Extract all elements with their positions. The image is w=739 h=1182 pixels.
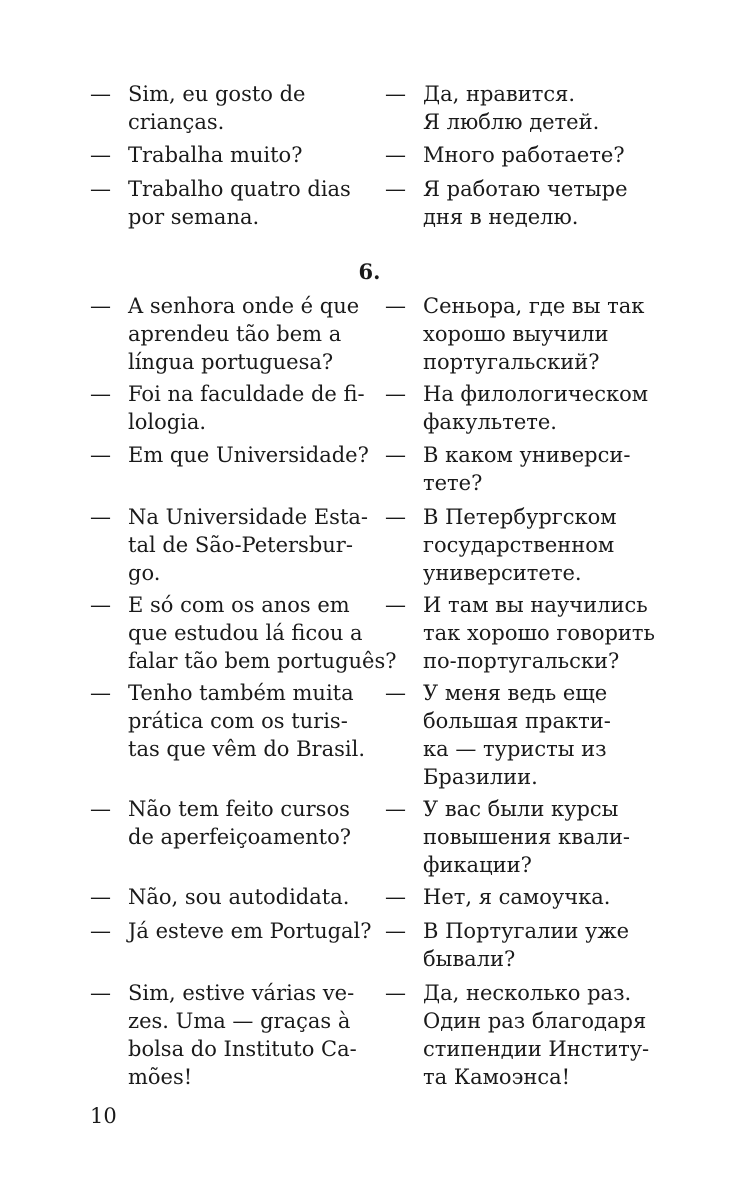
portuguese-line: Na Universidade Esta- [128,505,369,529]
russian-dash: — [385,505,406,529]
russian-line: по-португальски? [423,649,620,673]
portuguese-line: E só com os anos em [128,593,350,617]
russian-line: В Петербургском [423,505,617,529]
section-heading: 6. [358,259,381,284]
portuguese-line: Trabalha muito? [128,143,303,167]
russian-line: университете. [423,561,582,585]
portuguese-line: Foi na faculdade de fi- [128,382,365,406]
portuguese-line: A senhora onde é que [128,294,360,318]
russian-line: большая практи- [423,709,611,733]
portuguese-dash: — [90,143,111,167]
russian-line: Нет, я самоучка. [423,885,611,909]
russian-line: Да, нравится. [423,82,576,106]
portuguese-dash: — [90,177,111,201]
russian-line: факультете. [423,410,557,434]
portuguese-dash: — [90,82,111,106]
portuguese-line: zes. Uma — graças à [128,1009,351,1033]
russian-dash: — [385,919,406,943]
russian-line: Я работаю четыре [423,177,628,201]
russian-line: Много работаете? [423,143,625,167]
portuguese-line: Tenho também muita [128,681,354,705]
portuguese-dash: — [90,885,111,909]
russian-line: Да, несколько раз. [423,981,632,1005]
portuguese-dash: — [90,382,111,406]
russian-line: У вас были курсы [423,797,619,821]
russian-dash: — [385,593,406,617]
portuguese-dash: — [90,919,111,943]
portuguese-line: prática com os turis- [128,709,348,733]
portuguese-line: Não, sou autodidata. [128,885,350,909]
portuguese-line: Sim, eu gosto de [128,82,306,106]
portuguese-line: crianças. [128,110,225,134]
russian-line: И там вы научились [423,593,648,617]
portuguese-dash: — [90,797,111,821]
russian-line: португальский? [423,350,600,374]
portuguese-dash: — [90,443,111,467]
russian-dash: — [385,294,406,318]
russian-dash: — [385,177,406,201]
russian-dash: — [385,681,406,705]
page-number: 10 [90,1104,117,1128]
portuguese-line: go. [128,561,161,585]
russian-line: дня в неделю. [423,205,579,229]
russian-dash: — [385,981,406,1005]
russian-line: фикации? [423,853,532,877]
portuguese-dash: — [90,294,111,318]
portuguese-line: Já esteve em Portugal? [128,919,372,943]
portuguese-dash: — [90,593,111,617]
russian-line: Я люблю детей. [423,110,600,134]
russian-line: государственном [423,533,615,557]
portuguese-dash: — [90,505,111,529]
russian-line: повышения квали- [423,825,630,849]
russian-line: так хорошо говорить [423,621,655,645]
russian-line: та Камоэнса! [423,1065,571,1089]
portuguese-line: de aperfeiçoamento? [128,825,352,849]
portuguese-line: que estudou lá ficou a [128,621,363,645]
russian-dash: — [385,443,406,467]
russian-dash: — [385,797,406,821]
russian-dash: — [385,382,406,406]
portuguese-line: Em que Universidade? [128,443,369,467]
russian-dash: — [385,885,406,909]
russian-line: На филологическом [423,382,649,406]
portuguese-line: tal de São-Petersbur- [128,533,353,557]
russian-line: Один раз благодаря [423,1009,647,1033]
portuguese-dash: — [90,981,111,1005]
portuguese-line: falar tão bem português? [128,649,397,673]
russian-line: Сеньора, где вы так [423,294,645,318]
russian-line: В каком универси- [423,443,631,467]
russian-line: ка — туристы из [423,737,607,761]
portuguese-line: Sim, estive várias ve- [128,981,355,1005]
portuguese-line: lologia. [128,410,207,434]
russian-line: бывали? [423,947,516,971]
portuguese-line: aprendeu tão bem a [128,322,342,346]
russian-line: стипендии Институ- [423,1037,650,1061]
portuguese-line: língua portuguesa? [128,350,334,374]
portuguese-dash: — [90,681,111,705]
portuguese-line: Trabalho quatro dias [128,177,351,201]
russian-line: У меня ведь еще [423,681,608,705]
portuguese-line: mões! [128,1065,193,1089]
portuguese-line: Não tem feito cursos [128,797,350,821]
russian-line: тете? [423,471,483,495]
russian-line: В Португалии уже [423,919,630,943]
portuguese-line: por semana. [128,205,260,229]
portuguese-line: bolsa do Instituto Ca- [128,1037,357,1061]
russian-line: хорошо выучили [423,322,609,346]
russian-dash: — [385,82,406,106]
portuguese-line: tas que vêm do Brasil. [128,737,365,761]
russian-dash: — [385,143,406,167]
russian-line: Бразилии. [423,765,538,789]
